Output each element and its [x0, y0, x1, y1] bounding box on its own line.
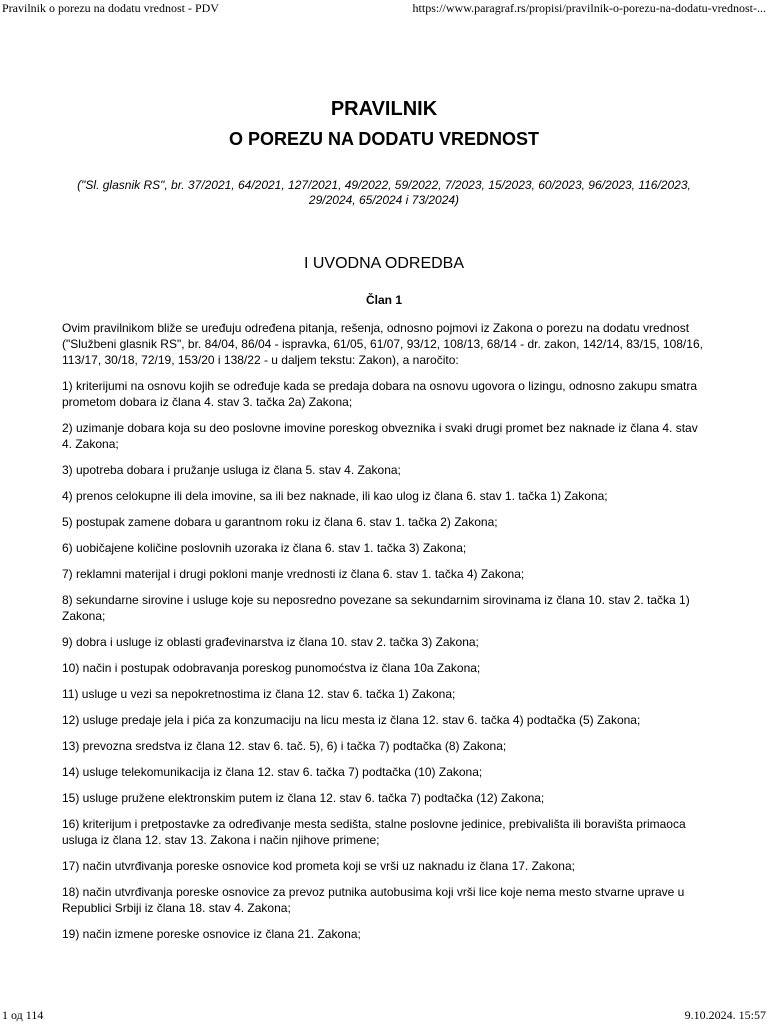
- print-footer: [0, 1006, 768, 1024]
- footer-datetime: 9.10.2024. 15:57: [684, 1008, 766, 1022]
- list-item: 11) usluge u vezi sa nepokretnostima iz člana 12. stav 6. tačka 1) Zakona;: [62, 687, 456, 701]
- article-intro: Ovim pravilnikom bliže se uređuju određena pitanja, rešenja, odnosno pojmovi iz Zakona o porezu na dodatu vrednost ("Službeni glasnik RS", br. 84/04, 86/04 - ispravka, 61/05, 61/07, 93/12, 108/13, 68/14 - dr. zakon, 142/14, 83/15, 108/16, 113/17, 30/18, 72/19, 153/20 i 138/22 - u daljem tekstu: Zakon), a naročito:: [62, 321, 703, 367]
- article-heading: Član 1: [365, 293, 402, 307]
- list-item: 13) prevozna sredstva iz člana 12. stav 6. tač. 5), 6) i tačka 7) podtačka (8) Zakona;: [62, 739, 507, 753]
- list-item: 2) uzimanje dobara koja su deo poslovne imovine poreskog obveznika i svaki drugi promet bez naknade iz člana 4. stav 4. Zakona;: [62, 421, 698, 451]
- list-item: 17) način utvrđivanja poreske osnovice kod prometa koji se vrši uz naknadu iz člana 17. Zakona;: [62, 859, 575, 873]
- gazette-reference: ("Sl. glasnik RS", br. 37/2021, 64/2021, 127/2021, 49/2022, 59/2022, 7/2023, 15/2023, 60/2023, 96/2023, 116/2023, 29/2024, 65/2024 i 73/2024): [77, 178, 691, 207]
- list-item: 16) kriterijum i pretpostavke za određivanje mesta sedišta, stalne poslovne jedinice, prebivališta ili boravišta primaoca usluga iz člana 12. stav 13. Zakona i način njihove primene;: [62, 817, 686, 847]
- print-header: [0, 0, 768, 16]
- footer-page-number: 1 од 114: [2, 1008, 44, 1022]
- list-item: 10) način i postupak odobravanja poreskog punomoćstva iz člana 10a Zakona;: [62, 661, 481, 675]
- list-item: 3) upotreba dobara i pružanje usluga iz člana 5. stav 4. Zakona;: [62, 463, 401, 477]
- list-item: 7) reklamni materijal i drugi pokloni manje vrednosti iz člana 6. stav 1. tačka 4) Zakona;: [62, 567, 525, 581]
- document-subtitle: O POREZU NA DODATU VREDNOST: [228, 129, 539, 149]
- list-item: 5) postupak zamene dobara u garantnom roku iz člana 6. stav 1. tačka 2) Zakona;: [62, 515, 498, 529]
- list-item: 18) način utvrđivanja poreske osnovice za prevoz putnika autobusima koji vrši lice koje nema mesto stvarne uprave u Republici Srbiji iz člana 18. stav 4. Zakona;: [62, 885, 685, 915]
- list-item: 4) prenos celokupne ili dela imovine, sa ili bez naknade, ili kao ulog iz člana 6. stav 1. tačka 1) Zakona;: [62, 489, 608, 503]
- header-url: https://www.paragraf.rs/propisi/pravilnik-o-porezu-na-dodatu-vrednost-...: [412, 1, 766, 15]
- list-item: 8) sekundarne sirovine i usluge koje su neposredno povezane sa sekundarnim sirovinama iz člana 10. stav 2. tačka 1) Zakona;: [62, 593, 690, 623]
- section-heading: I UVODNA ODREDBA: [303, 255, 465, 272]
- list-item: 19) način izmene poreske osnovice iz člana 21. Zakona;: [62, 927, 361, 941]
- header-page-title: Pravilnik o porezu na dodatu vrednost - PDV: [2, 1, 219, 15]
- list-item: 1) kriterijumi na osnovu kojih se određuje kada se predaja dobara na osnovu ugovora o lizingu, odnosno zakupu smatra prometom dobara iz člana 4. stav 3. tačka 2a) Zakona;: [62, 379, 698, 409]
- list-item: 15) usluge pružene elektronskim putem iz člana 12. stav 6. tačka 7) podtačka (12) Zakona;: [62, 791, 545, 805]
- list-item: 14) usluge telekomunikacija iz člana 12. stav 6. tačka 7) podtačka (10) Zakona;: [62, 765, 483, 779]
- document-title: PRAVILNIK: [330, 98, 438, 120]
- list-item: 9) dobra i usluge iz oblasti građevinarstva iz člana 10. stav 2. tačka 3) Zakona;: [62, 635, 479, 649]
- list-item: 6) uobičajene količine poslovnih uzoraka iz člana 6. stav 1. tačka 3) Zakona;: [62, 541, 467, 555]
- article-item-list: [62, 378, 706, 942]
- list-item: 12) usluge predaje jela i pića za konzumaciju na licu mesta iz člana 12. stav 6. tačka 4) podtačka (5) Zakona;: [62, 713, 641, 727]
- document-body: [62, 94, 706, 942]
